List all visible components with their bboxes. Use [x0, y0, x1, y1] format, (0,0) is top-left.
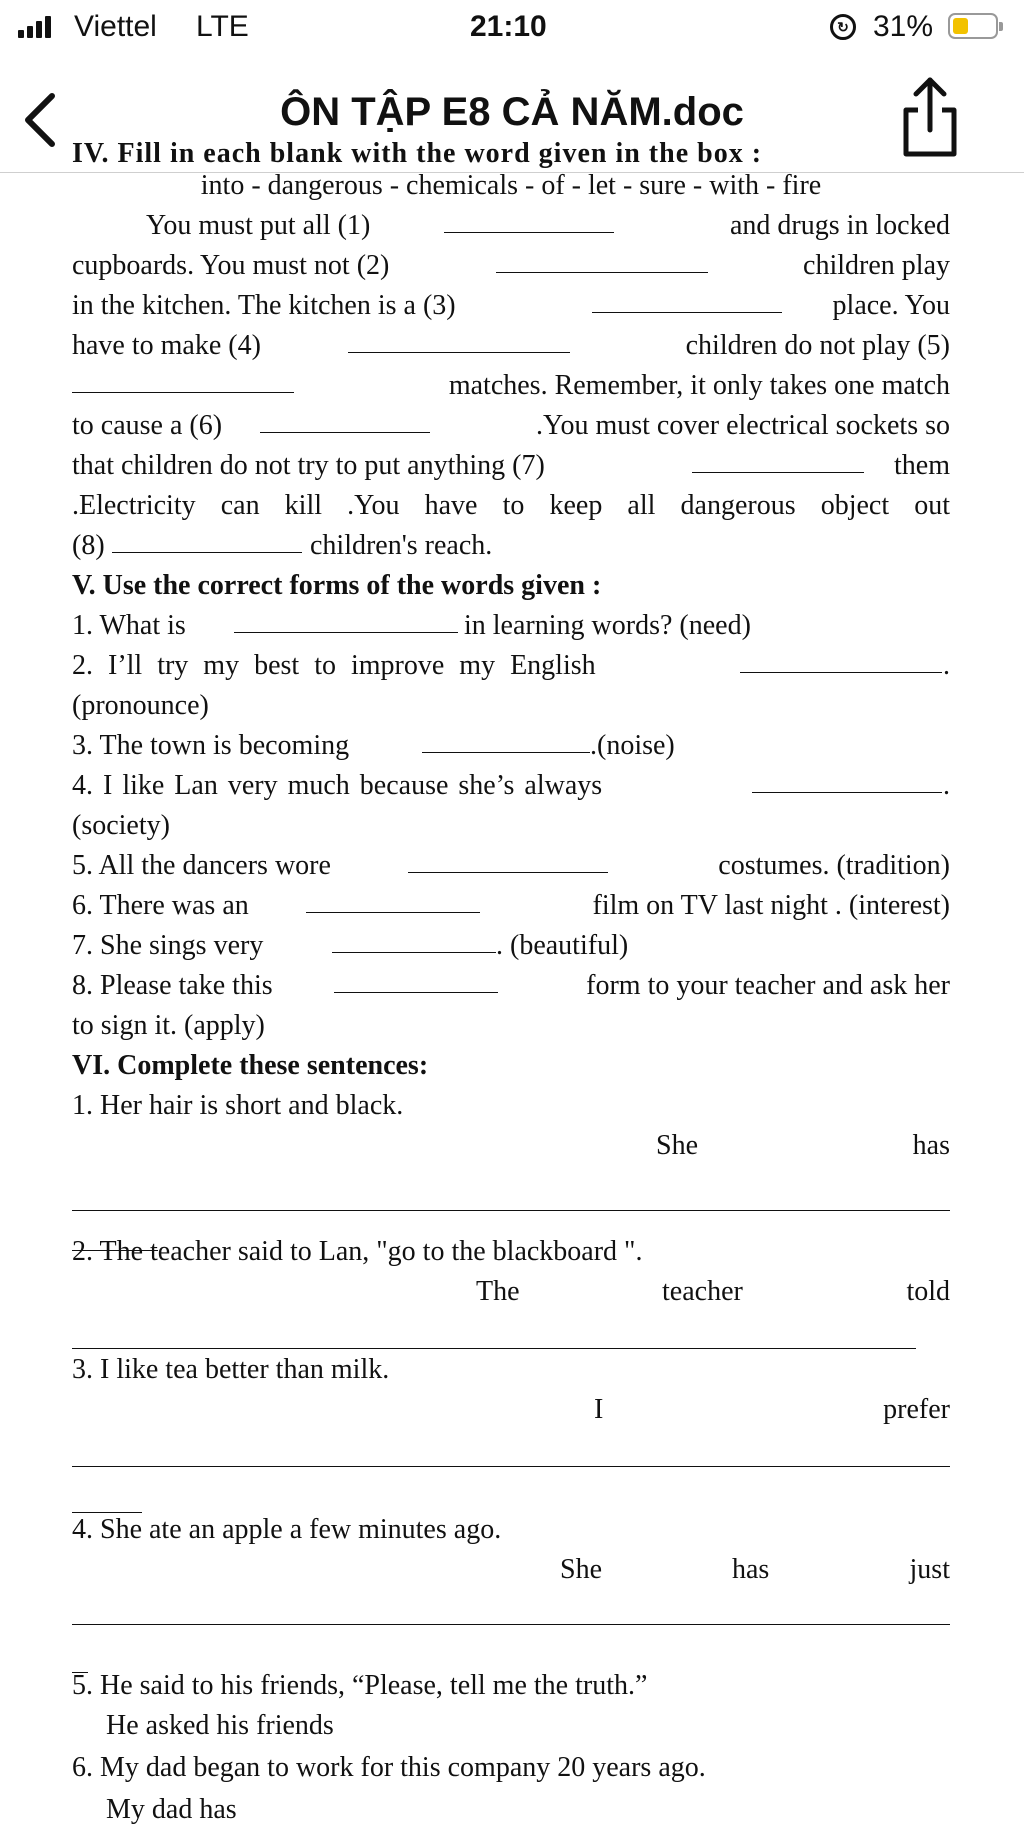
blank-5 — [72, 366, 294, 393]
exercise-item: (pronounce) — [72, 690, 209, 721]
blank-3 — [592, 286, 782, 313]
chevron-left-icon — [18, 90, 66, 150]
paragraph-line: cupboards. You must not (2) children play — [72, 246, 950, 286]
paragraph-line: (8) children's reach. — [72, 526, 950, 566]
blank-8 — [112, 526, 302, 553]
exercise-item: 3. I like tea better than milk. — [72, 1354, 390, 1385]
answer-prompt: She has just — [560, 1554, 950, 1585]
exercise-item: 7. She sings very . (beautiful) — [72, 926, 950, 966]
section-heading: V. Use the correct forms of the words given : — [72, 570, 602, 601]
exercise-item: 8. Please take this form to your teacher and ask her — [72, 966, 950, 1006]
exercise-item: My dad has — [106, 1794, 237, 1825]
paragraph-line: have to make (4) children do not play (5) — [72, 326, 950, 366]
back-button[interactable] — [18, 90, 66, 150]
exercise-item: to sign it. (apply) — [72, 1010, 265, 1041]
cellular-signal-icon — [18, 14, 51, 38]
battery-icon — [948, 13, 998, 39]
blank-4 — [348, 326, 570, 353]
exercise-item: 5. He said to his friends, “Please, tell me the truth.” — [72, 1670, 648, 1701]
exercise-item: 2. The teacher said to Lan, "go to the blackboard ". — [72, 1236, 643, 1267]
blank-6 — [260, 406, 430, 433]
status-time: 21:10 — [470, 10, 547, 43]
cut-off-heading: IV. Fill in each blank with the word given in the box : — [72, 138, 763, 169]
exercise-item: 6. There was an film on TV last night . (interest) — [72, 886, 950, 926]
carrier-name: Viettel — [74, 10, 157, 43]
network-type: LTE — [196, 10, 249, 43]
word-box: into - dangerous - chemicals - of - let - sure - with - fire — [200, 170, 822, 201]
exercise-item: 5. All the dancers wore costumes. (tradition) — [72, 846, 950, 886]
paragraph-line: matches. Remember, it only takes one match — [72, 366, 950, 406]
paragraph-line: that children do not try to put anything (7) them — [72, 446, 950, 486]
answer-line — [72, 1348, 916, 1349]
exercise-item: 6. My dad began to work for this company 20 years ago. — [72, 1752, 706, 1783]
document-title: ÔN TẬP E8 CẢ NĂM.doc — [280, 90, 744, 134]
paragraph-line: to cause a (6) .You must cover electrical sockets so — [72, 406, 950, 446]
exercise-item: 4. She ate an apple a few minutes ago. — [72, 1514, 502, 1545]
answer-prompt: She has — [656, 1130, 950, 1161]
exercise-item: 4. I like Lan very much because she’s always . — [72, 766, 950, 806]
status-bar — [0, 0, 1024, 56]
exercise-item: 2. I’ll try my best to improve my English . — [72, 646, 950, 686]
battery-percent: 31% — [873, 10, 934, 43]
paragraph-line: .Electricity can kill .You have to keep all dangerous object out — [72, 490, 950, 521]
blank-1 — [444, 206, 614, 233]
section-heading: VI. Complete these sentences: — [72, 1050, 429, 1081]
exercise-item: 1. What is in learning words? (need) — [72, 606, 950, 646]
answer-prompt: I prefer — [594, 1394, 950, 1425]
exercise-item: (society) — [72, 810, 170, 841]
answer-line — [72, 1466, 950, 1467]
exercise-item: He asked his friends — [106, 1710, 334, 1741]
answer-line — [72, 1210, 950, 1211]
blank-7 — [692, 446, 864, 473]
answer-prompt: The teacher told — [476, 1276, 950, 1307]
exercise-item: 1. Her hair is short and black. — [72, 1090, 404, 1121]
exercise-item: 3. The town is becoming .(noise) — [72, 726, 950, 766]
document-viewer[interactable] — [0, 138, 1024, 1825]
paragraph-line: You must put all (1) and drugs in locked — [72, 206, 950, 246]
blank-2 — [496, 246, 708, 273]
orientation-lock-icon: ↻ — [830, 14, 856, 40]
answer-line — [72, 1624, 950, 1625]
paragraph-line: in the kitchen. The kitchen is a (3) place. You — [72, 286, 950, 326]
